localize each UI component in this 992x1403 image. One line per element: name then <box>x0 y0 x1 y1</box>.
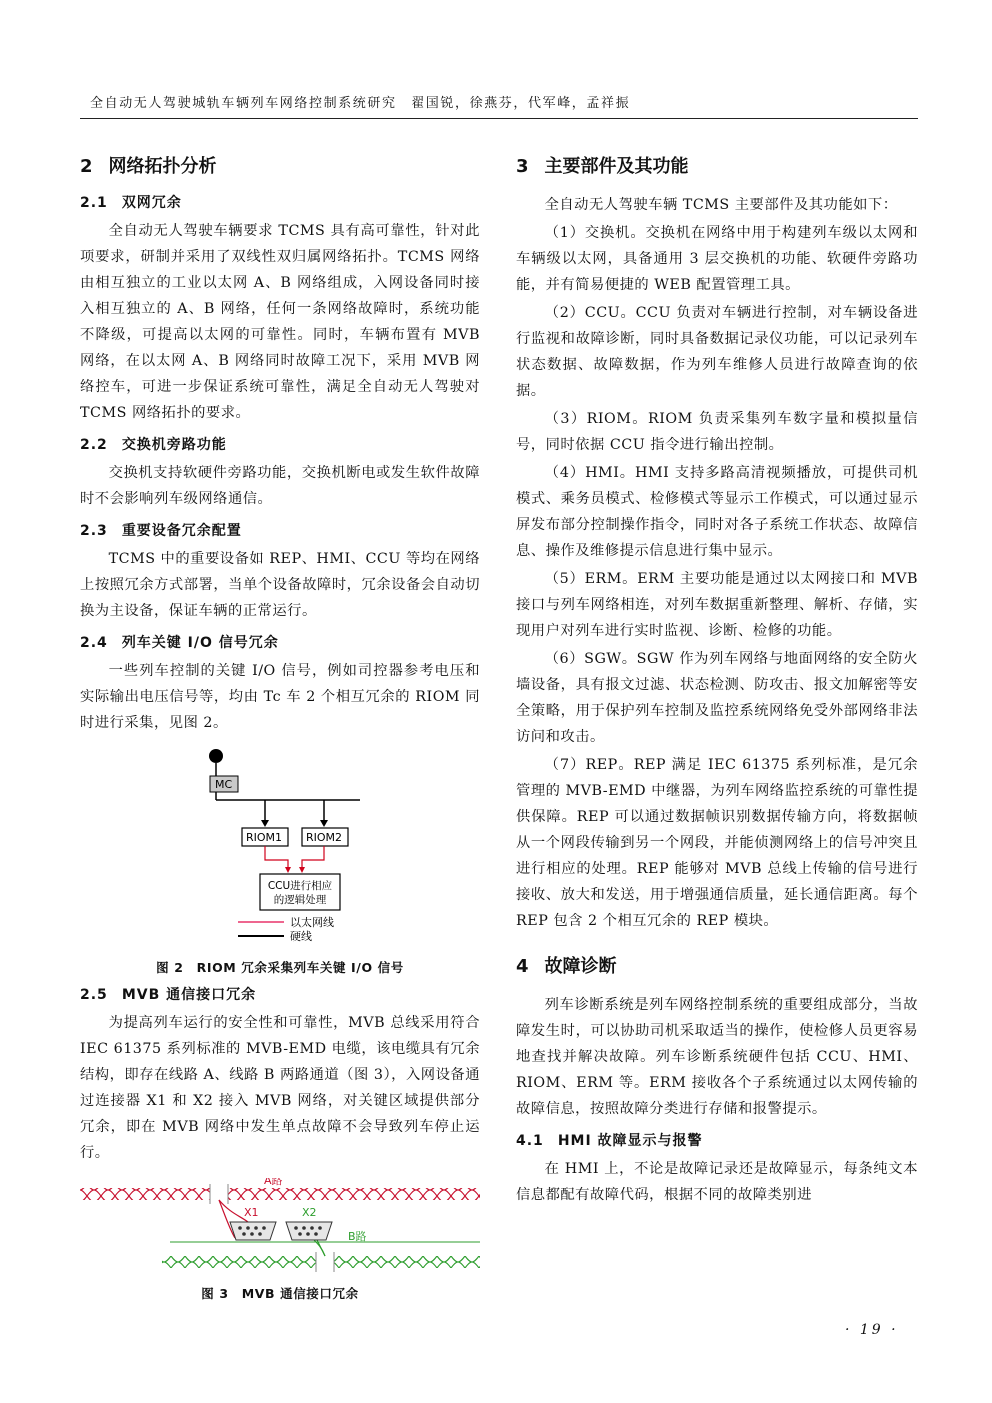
legend-ethernet-label: 以太网线 <box>290 916 334 929</box>
paragraph-3-ccu: （2）CCU。CCU 负责对车辆进行控制，对车辆设备进行监视和故障诊断，同时具备数据记录仪功能，可以记录列车状态数据、故障数据，作为列车维修人员进行故障查询的依据。 <box>516 305 918 399</box>
line-b-left-cable <box>162 1256 316 1268</box>
paragraph-3-intro: 全自动无人驾驶车辆 TCMS 主要部件及其功能如下： <box>544 197 898 213</box>
paragraph-3-sgw: （6）SGW。SGW 作为列车网络与地面网络的安全防火墙设备，具有报文过滤、状态检测、防攻击、报文加解密等安全策略，用于保护列车控制及监控系统网络免受外部网络非法访问和攻击。 <box>516 651 918 745</box>
page-number: · 19 · <box>845 1322 899 1338</box>
line-a-label: A路 <box>264 1178 283 1187</box>
paragraph-2-4: 一些列车控制的关键 I/O 信号，例如司控器参考电压和实际输出电压信号等，均由 Tc 车 2 个相互冗余的 RIOM 同时进行采集，见图 2。 <box>80 663 480 731</box>
figure-2-legend <box>80 926 480 946</box>
legend-hardwire-label: 硬线 <box>290 930 312 943</box>
section-2-3-heading: 2.3 重要设备冗余配置 <box>80 523 242 539</box>
x1-connector <box>230 1222 276 1240</box>
mc-switch-dot <box>209 749 223 763</box>
paragraph-2-2: 交换机支持软硬件旁路功能，交换机断电或发生软件故障时不会影响列车级网络通信。 <box>80 465 480 507</box>
line-b-right-cable <box>334 1256 480 1268</box>
riom2-label: RIOM2 <box>306 831 343 844</box>
figure-2 <box>80 742 480 952</box>
section-2-2-heading: 2.2 交换机旁路功能 <box>80 437 227 453</box>
section-4-1-heading: 4.1 HMI 故障显示与报警 <box>516 1133 703 1149</box>
x1-label: X1 <box>244 1206 259 1219</box>
figure-2-diagram <box>80 742 480 932</box>
paragraph-2-3: TCMS 中的重要设备如 REP、HMI、CCU 等均在网络上按照冗余方式部署，当单个设备故障时，冗余设备会自动切换为主设备，保证车辆的正常运行。 <box>80 551 480 619</box>
left-column <box>80 140 480 1302</box>
paragraph-4-1: 在 HMI 上，不论是故障记录还是故障显示，每条纯文本信息都配有故障代码，根据不同的故障类别进 <box>516 1161 918 1203</box>
section-2-5-heading: 2.5 MVB 通信接口冗余 <box>80 987 257 1003</box>
right-column <box>516 140 918 1210</box>
section-2-1-heading: 2.1 双网冗余 <box>80 195 182 211</box>
section-2-heading: 2 网络拓扑分析 <box>80 156 217 177</box>
paragraph-3-hmi: （4）HMI。HMI 支持多路高清视频播放，可提供司机模式、乘务员模式、检修模式等显示工作模式，可以通过显示屏发布部分控制操作指令，同时对各子系统工作状态、故障信息、操作及维修提示信息进行集中显示。 <box>516 465 918 559</box>
paragraph-2-5: 为提高列车运行的安全性和可靠性，MVB 总线采用符合 IEC 61375 系列标准的 MVB-EMD 电缆，该电缆具有冗余结构，即存在线路 A、线路 B 两路通道（图 3），入网设备通过连接器 X1 和 X2 接入 MVB 网络，对关键区域提供部分冗余，即在 MVB 网络中发生单点故障不会导致列车停止运行。 <box>80 1015 480 1161</box>
paragraph-3-rep: （7）REP。REP 满足 IEC 61375 系列标准，是冗余管理的 MVB-EMD 中继器，为列车网络监控系统的可靠性提供保障。REP 可以通过数据帧识别数据传输方向，将数据帧从一个网段传输到另一个网段，并能侦测网络上的信号冲突且进行相应的处理。REP 能够对 MVB 总线上传输的信号进行接收、放大和发送，用于增强通信质量，延长通信距离。每个 REP 包含 2 个相互冗余的 REP 模块。 <box>516 757 918 929</box>
ccu-label-line1: CCU进行相应 <box>267 880 333 892</box>
running-head: 全自动无人驾驶城轨车辆列车网络控制系统研究 翟国锐，徐燕芬，代军峰，孟祥振 <box>90 96 631 111</box>
header-rule <box>80 118 918 119</box>
line-a-left-cable <box>80 1188 210 1200</box>
section-3-heading: 3 主要部件及其功能 <box>516 156 689 177</box>
section-4-heading: 4 故障诊断 <box>516 956 617 977</box>
paragraph-3-erm: （5）ERM。ERM 主要功能是通过以太网接口和 MVB 接口与列车网络相连，对列车数据重新整理、解析、存储，实现用户对列车进行实时监视、诊断、检修的功能。 <box>516 571 918 639</box>
figure-2-caption: 图 2 RIOM 冗余采集列车关键 I/O 信号 <box>156 960 404 975</box>
line-b-label: B路 <box>348 1230 367 1243</box>
figure-3 <box>80 1178 480 1278</box>
paragraph-2-1: 全自动无人驾驶车辆要求 TCMS 具有高可靠性，针对此项要求，研制并采用了双线性双归属网络拓扑。TCMS 网络由相互独立的工业以太网 A、B 网络组成，入网设备同时接入相互独立的 A、B 网络，任何一条网络故障时，系统功能不降级，可提高以太网的可靠性。同时，车辆布置有 MVB 网络，在以太网 A、B 网络同时故障工况下，采用 MVB 网络控车，可进一步保证系统可靠性，满足全自动无人驾驶对 TCMS 网络拓扑的要求。 <box>80 223 480 421</box>
mc-label: MC <box>215 778 233 791</box>
figure-3-diagram <box>80 1178 480 1278</box>
paragraph-3-riom: （3）RIOM。RIOM 负责采集列车数字量和模拟量信号，同时依据 CCU 指令进行输出控制。 <box>516 411 918 453</box>
x2-label: X2 <box>302 1206 317 1219</box>
paragraph-3-switch: （1）交换机。交换机在网络中用于构建列车级以太网和车辆级以太网，具备通用 3 层交换机的功能、软硬件旁路功能，并有简易便捷的 WEB 配置管理工具。 <box>516 225 918 293</box>
figure-3-caption: 图 3 MVB 通信接口冗余 <box>201 1286 359 1301</box>
section-2-4-heading: 2.4 列车关键 I/O 信号冗余 <box>80 635 279 651</box>
ccu-label-line2: 的逻辑处理 <box>273 894 327 906</box>
line-a-right-cable <box>228 1188 480 1200</box>
riom1-label: RIOM1 <box>246 831 283 844</box>
paragraph-4: 列车诊断系统是列车网络控制系统的重要组成部分，当故障发生时，可以协助司机采取适当的操作，使检修人员更容易地查找并解决故障。列车诊断系统硬件包括 CCU、HMI、RIOM、ERM 等。ERM 接收各个子系统通过以太网传输的故障信息，按照故障分类进行存储和报警提示。 <box>516 997 918 1117</box>
x2-connector <box>286 1222 332 1240</box>
